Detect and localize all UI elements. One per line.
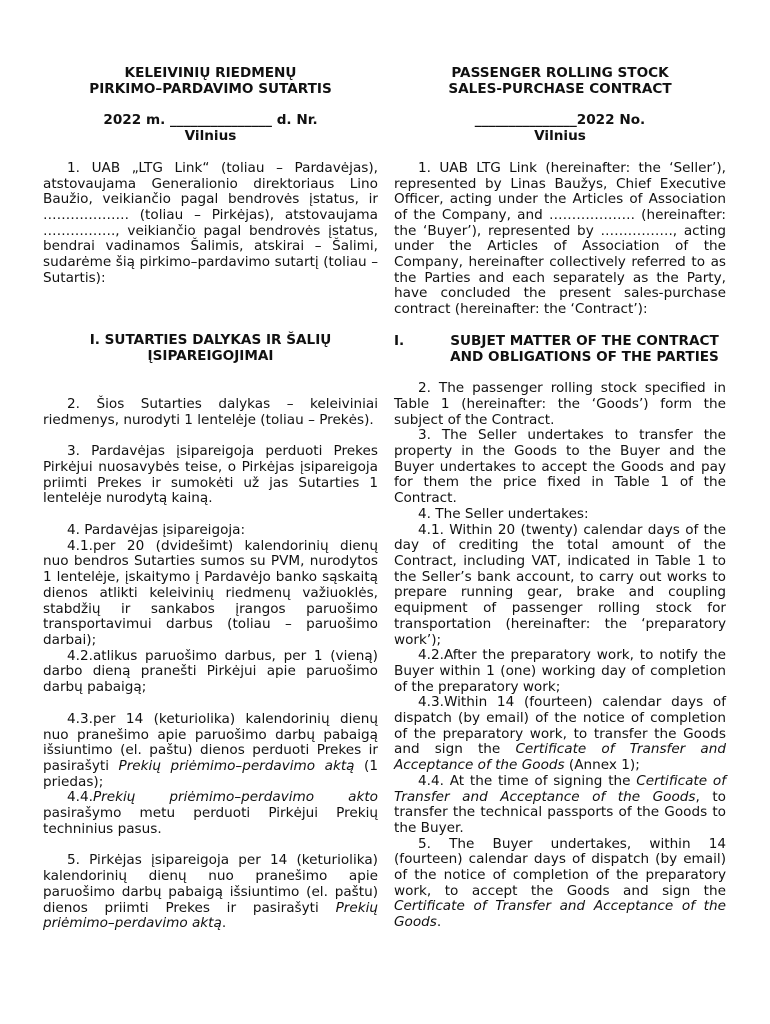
paragraph-4-4: 4.4.Prekių priėmimo–perdavimo akto pasirašymo metu perduoti Pirkėjui Prekių techninius pasus. xyxy=(43,789,378,837)
date-number-line: _______________2022 No. xyxy=(474,112,646,129)
paragraph-2: 2. Šios Sutarties dalykas – keleiviniai riedmenys, nurodyti 1 lentelėje (toliau – Prekės). xyxy=(43,395,378,428)
paragraph-5: 5. The Buyer undertakes, within 14 (fourteen) calendar days of dispatch (by email) of the notice of completion of the preparatory work, to accept the Goods and sign the Certificate of Transfer and Acceptance of the Goods. xyxy=(394,835,726,931)
paragraph-2: 2. The passenger rolling stock specified in Table 1 (hereinafter: the ‘Goods’) form the subject of the Contract. xyxy=(394,380,726,428)
section-heading: SUBJET MATTER OF THE CONTRACT AND OBLIGATIONS OF THE PARTIES xyxy=(450,332,719,365)
paragraph-4-1: 4.1. Within 20 (twenty) calendar days of the day of crediting the total amount of the Contract, including VAT, indicated in Table 1 to the Seller’s bank account, to carry out works to prepare running gear, brake and coupling equipment of passenger rolling stock for transportation (hereinafter: the ‘preparatory work’); xyxy=(394,521,726,648)
section-number: I. xyxy=(394,332,405,349)
paragraph-4-2: 4.2.atlikus paruošimo darbus, per 1 (vieną) darbo dieną pranešti Pirkėjui apie paruošimo darbų pabaigą; xyxy=(43,647,378,696)
city: Vilnius xyxy=(184,128,237,145)
title-line-2: SALES-PURCHASE CONTRACT xyxy=(448,80,672,97)
section-title xyxy=(394,334,726,365)
paragraph-4-2: 4.2.After the preparatory work, to notify the Buyer within 1 (one) working day of completion of the preparatory work; xyxy=(394,647,726,695)
paragraph-4-3: 4.3.Within 14 (fourteen) calendar days of dispatch (by email) of the notice of completion of the preparatory work, to transfer the Goods and sign the Certificate of Transfer and Acceptance of the Goods (Annex 1); xyxy=(394,694,726,774)
paragraph-4-4: 4.4. At the time of signing the Certificate of Transfer and Acceptance of the Goods, to transfer the technical passports of the Goods to the Buyer. xyxy=(394,772,726,836)
paragraph-4: 4. Pardavėjas įsipareigoja: xyxy=(67,522,246,539)
paragraph-4-3: 4.3.per 14 (keturiolika) kalendorinių dienų nuo pranešimo apie paruošimo darbų pabaigą išsiuntimo (el. paštu) dienos perduoti Prekes ir pasirašyti Prekių priėmimo–perdavimo aktą (1 priedas); xyxy=(43,710,378,790)
paragraph-5: 5. Pirkėjas įsipareigoja per 14 (keturiolika) kalendorinių dienų nuo pranešimo apie paruošimo darbų pabaigą išsiuntimo (el. paštu) dienos priimti Prekes ir pasirašyti Prekių priėmimo–perdavimo aktą. xyxy=(43,852,378,932)
lithuanian-column xyxy=(43,66,378,932)
paragraph-4-1: 4.1.per 20 (dvidešimt) kalendorinių dienų nuo bendros Sutarties sumos su PVM, nurodytos 1 lentelėje, įskaitymo į Pardavėjo banko sąskaitą dienos atlikti keleivinių riedmenų važiuoklės, stabdžių ir sankabos įrangos paruošimo transportavimui darbus (toliau – paruošimo darbai); xyxy=(43,537,378,648)
title-line-1: PASSENGER ROLLING STOCK xyxy=(451,65,669,81)
date-number-line: 2022 m. _______________ d. Nr. xyxy=(103,112,318,129)
title-line-2: PIRKIMO–PARDAVIMO SUTARTIS xyxy=(89,80,332,97)
english-column xyxy=(394,66,726,931)
city: Vilnius xyxy=(534,128,586,145)
paragraph-1: 1. UAB LTG Link (hereinafter: the ‘Seller’), represented by Linas Baužys, Chief Executive Officer, acting under the Articles of Association of the Company, and ………………. (hereinafter: the ‘Buyer’), represented by ……………., acting under the Articles of Association of the Company, hereinafter collectively referred to as the Parties and each separately as the Party, have concluded the present sales-purchase contract (hereinafter: the ‘Contract’): xyxy=(394,159,726,318)
title-line-1: KELEIVINIŲ RIEDMENŲ xyxy=(124,65,297,81)
paragraph-4: 4. The Seller undertakes: xyxy=(418,505,589,522)
paragraph-3: 3. The Seller undertakes to transfer the property in the Goods to the Buyer and the Buyer undertakes to accept the Goods and pay for them the price fixed in Table 1 of the Contract. xyxy=(394,427,726,507)
paragraph-1: 1. UAB „LTG Link“ (toliau – Pardavėjas), atstovaujama Generalionio direktoriaus Lino Baužio, veikiančio pagal bendrovės įstatus, ir ………………. (toliau – Pirkėjas), atstovaujama ……………., veikiančio pagal bendrovės įstatus, bendrai vadinamos Šalimis, atskirai – Šalimi, sudarėme šią pirkimo–pardavimo sutartį (toliau – Sutartis): xyxy=(43,159,378,286)
paragraph-3: 3. Pardavėjas įsipareigoja perduoti Prekes Pirkėjui nuosavybės teise, o Pirkėjas įsipareigoja priimti Prekes ir sumokėti už jas Sutarties 1 lentelėje nurodytą kainą. xyxy=(43,443,378,507)
section-title: I. SUTARTIES DALYKAS IR ŠALIŲ ĮSIPAREIGOJIMAI xyxy=(89,332,332,365)
